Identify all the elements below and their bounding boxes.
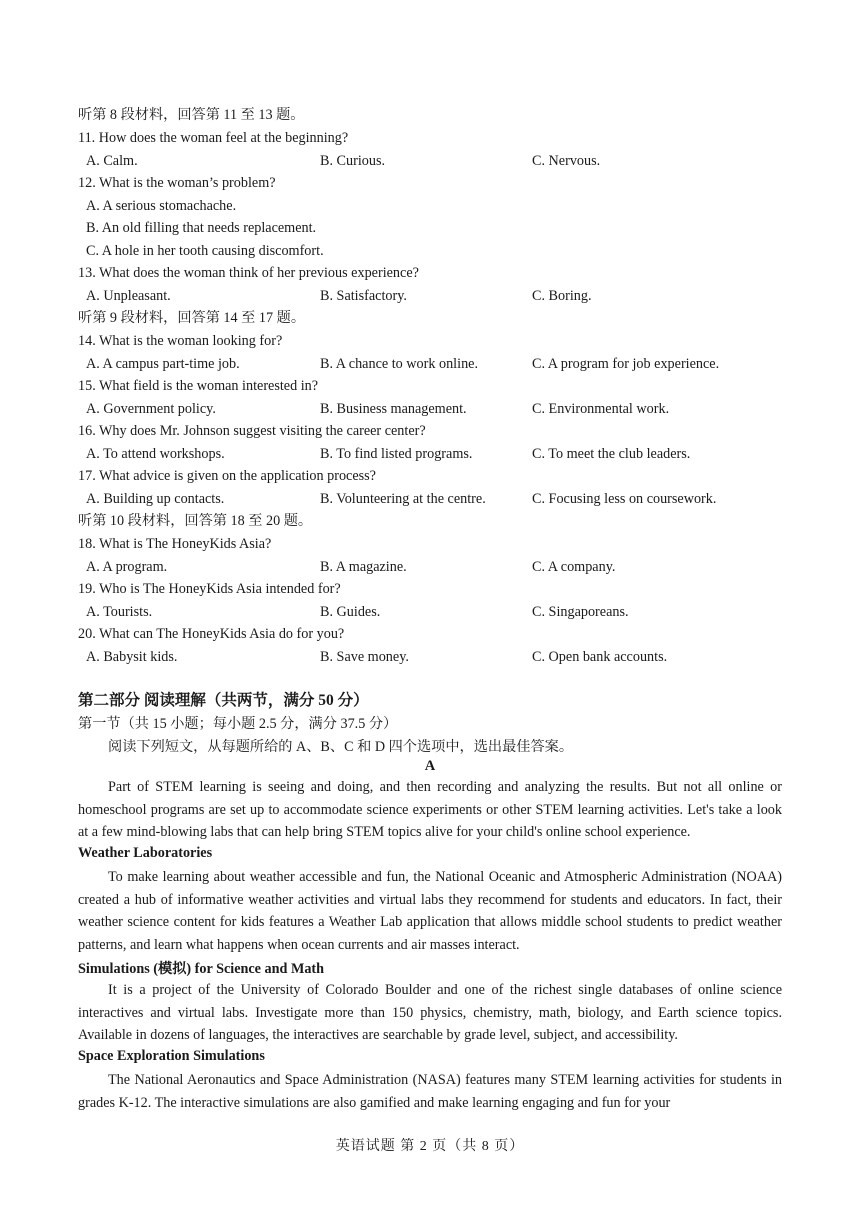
q13-option-c: C. Boring. xyxy=(532,288,592,304)
passage-intro: Part of STEM learning is seeing and doing, and then recording and analyzing the results. But not all online or homeschool programs are set up to accommodate science experiments or other STEM learning activities. Let's take a look at a few mind-blowing labs that can help bring STEM topics alive for your child's online school experience. xyxy=(78,779,782,841)
question-18: 18. What is The HoneyKids Asia? xyxy=(78,536,272,552)
reading-instruction: 阅读下列短文，从每题所给的 A、B、C 和 D 四个选项中，选出最佳答案。 xyxy=(108,739,574,755)
part-two-title: 第二部分 阅读理解（共两节，满分 50 分） xyxy=(78,692,369,709)
q17-option-c: C. Focusing less on coursework. xyxy=(532,491,717,507)
q17-option-a: A. Building up contacts. xyxy=(86,491,225,507)
q18-option-a: A. A program. xyxy=(86,559,168,575)
q16-option-b: B. To find listed programs. xyxy=(320,446,473,462)
heading-weather-laboratories: Weather Laboratories xyxy=(78,845,213,861)
question-16: 16. Why does Mr. Johnson suggest visiting the career center? xyxy=(78,423,426,439)
question-13: 13. What does the woman think of her previous experience? xyxy=(78,265,419,281)
question-15: 15. What field is the woman interested in? xyxy=(78,378,319,394)
paragraph-simulations: It is a project of the University of Colorado Boulder and one of the richest single databases of online science interactives and virtual labs. Investigate more than 150 physics, chemistry, math, biology, and Earth science topics. Available in dozens of languages, the interactives are searchable by grade level, subject, and accessibility. xyxy=(78,982,782,1044)
paragraph-weather: To make learning about weather accessible and fun, the National Oceanic and Atmospheric Administration (NOAA) created a hub of informative weather activities and virtual labs they recommend for students and educators. In fact, their weather science content for kids features a Weather Lab application that allows middle school students to predict weather patterns, and learn what happens when ocean currents and air masses interact. xyxy=(78,869,782,953)
q18-option-c: C. A company. xyxy=(532,559,616,575)
page-footer: 英语试题 第 2 页（共 8 页） xyxy=(335,1139,525,1154)
q19-option-b: B. Guides. xyxy=(320,604,381,620)
q12-option-b: B. An old filling that needs replacement. xyxy=(86,220,317,236)
q15-option-a: A. Government policy. xyxy=(86,401,216,417)
q19-option-c: C. Singaporeans. xyxy=(532,604,629,620)
heading-simulations: Simulations (模拟) for Science and Math xyxy=(78,961,325,977)
section-one-title: 第一节（共 15 小题；每小题 2.5 分，满分 37.5 分） xyxy=(78,716,398,732)
q13-option-b: B. Satisfactory. xyxy=(320,288,407,304)
question-11: 11. How does the woman feel at the beginning? xyxy=(78,130,349,146)
q16-option-a: A. To attend workshops. xyxy=(86,446,225,462)
q20-option-c: C. Open bank accounts. xyxy=(532,649,668,665)
question-12: 12. What is the woman’s problem? xyxy=(78,175,276,191)
question-20: 20. What can The HoneyKids Asia do for you? xyxy=(78,626,345,642)
q18-option-b: B. A magazine. xyxy=(320,559,407,575)
question-14: 14. What is the woman looking for? xyxy=(78,333,283,349)
q12-option-c: C. A hole in her tooth causing discomfort. xyxy=(86,243,324,259)
q13-option-a: A. Unpleasant. xyxy=(86,288,171,304)
listening-header-10: 听第 10 段材料，回答第 18 至 20 题。 xyxy=(78,513,313,529)
q15-option-b: B. Business management. xyxy=(320,401,467,417)
q20-option-a: A. Babysit kids. xyxy=(86,649,178,665)
listening-header-9: 听第 9 段材料，回答第 14 至 17 题。 xyxy=(78,310,306,326)
q14-option-b: B. A chance to work online. xyxy=(320,356,479,372)
q14-option-c: C. A program for job experience. xyxy=(532,356,720,372)
q11-option-a: A. Calm. xyxy=(86,153,138,169)
q17-option-b: B. Volunteering at the centre. xyxy=(320,491,486,507)
q12-option-a: A. A serious stomachache. xyxy=(86,198,237,214)
q11-option-b: B. Curious. xyxy=(320,153,386,169)
q15-option-c: C. Environmental work. xyxy=(532,401,670,417)
q14-option-a: A. A campus part-time job. xyxy=(86,356,240,372)
heading-space-exploration: Space Exploration Simulations xyxy=(78,1048,265,1064)
paragraph-space: The National Aeronautics and Space Administration (NASA) features many STEM learning activities for students in grades K-12. The interactive simulations are also gamified and make learning engaging and fun for your xyxy=(78,1072,782,1111)
q20-option-b: B. Save money. xyxy=(320,649,409,665)
question-17: 17. What advice is given on the application process? xyxy=(78,468,376,484)
passage-label: A xyxy=(424,758,436,774)
listening-header-8: 听第 8 段材料，回答第 11 至 13 题。 xyxy=(78,107,305,123)
q16-option-c: C. To meet the club leaders. xyxy=(532,446,691,462)
question-19: 19. Who is The HoneyKids Asia intended for? xyxy=(78,581,341,597)
q11-option-c: C. Nervous. xyxy=(532,153,601,169)
q19-option-a: A. Tourists. xyxy=(86,604,153,620)
